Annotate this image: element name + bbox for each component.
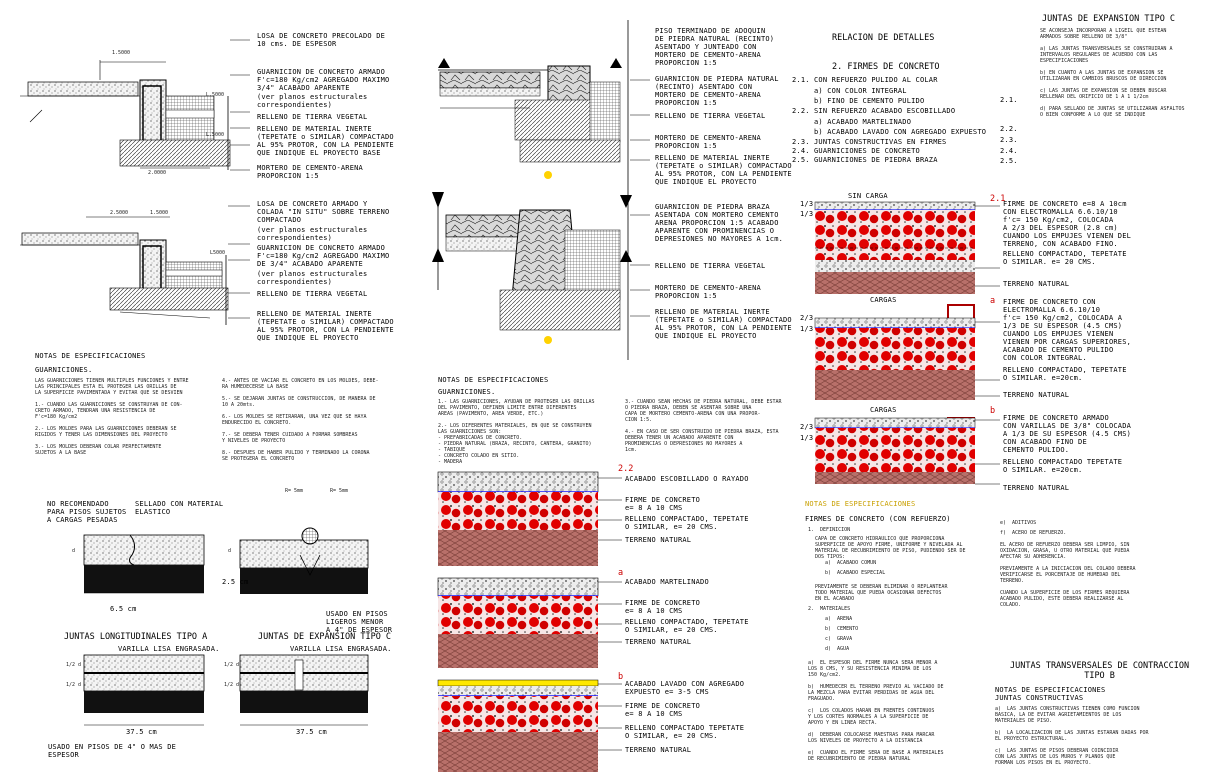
dim-label: R= 5mm [285,488,304,494]
relacion-item: a) CON COLOR INTEGRAL [814,87,907,95]
dim-label: R= 5mm [330,488,349,494]
label: RELLENO DE MATERIAL INERTE (TEPETATE o SIMILAR) COMPACTADO AL 95% PROTOR, CON LA PENDIENTE QUE INDIQUE EL PROYECTO [655,308,792,340]
firme-label: TERRENO NATURAL [625,638,692,646]
label: RELLENO DE MATERIAL INERTE (TEPETATE o SIMILAR) COMPACTADO AL 95% PROTOR, CON LA PENDIENTE QUE INDIQUE EL PROYECTO BASE [257,125,394,157]
section-tag: a [990,296,996,306]
relacion-num: 2.2. [1000,125,1018,133]
label: (ver planos estructurales correspondientes) [257,93,368,109]
notes-text: a) ARENA [825,616,853,622]
relacion-num: 2.3. [792,138,810,146]
dim-label: 1/3 [800,325,814,333]
notes-subtitle: FIRMES DE CONCRETO (CON REFUERZO) [805,515,951,523]
relacion-num: 2.4. [1000,147,1018,155]
firmes-title: 2. FIRMES DE CONCRETO [832,62,940,72]
label: RELLENO DE TIERRA VEGETAL [655,262,766,270]
dim-label: 1/2 d [66,662,82,668]
relacion-num: 2.2. [792,107,810,115]
firme-label: FIRME DE CONCRETO CON ELECTROMALLA 6.6.10/10 f'c= 150 Kg/cm2, COLOCADA A 1/3 DE SU ESPESOR (4.5 CMS) CUANDO LOS EMPUJES VIENEN VIENEN POR CARGAS SUPERIORES, ACABADO DE CEMENTO PULIDO CON COLOR INTEGRAL. [1003,298,1132,362]
notes-text: e) ADITIVOS [1000,520,1037,526]
joint-note: USADO EN PISOS LIGEROS MENOR A 4" DE ESPESOR [326,610,393,634]
notes-text: 4.- ANTES DE VACIAR EL CONCRETO EN LOS MOLDES, DEBE- RA HUMEDECERSE LA BASE 5.- SE DEJARAN JUNTAS DE CONSTRUCCION, DE MANERA DE 10 A 20mts. 6.- LOS MOLDES SE RETIRARAN, UNA VEZ QUE SE HAYA ENDURECIDO EL CONCRETO. 7.- SE DEBERA TENER CUIDADO A FORMAR SOMBREAS Y NIVELES DE PROYECTO 8.- DESPUES DE HABER PULIDO Y TERMINADO LA CORONA SE PROTEGERA EL CONCRETO [222,378,379,462]
relacion-title: RELACION DE DETALLES [832,33,935,43]
dim-label: 1/3 [800,200,814,208]
dim-label: 1/2 d [66,682,82,688]
dim-label: 1/3 [800,210,814,218]
notes-title: NOTAS DE ESPECIFICACIONES [438,376,549,384]
joint-title: JUNTAS LONGITUDINALES TIPO A [64,632,208,642]
firmes-right-sections [815,202,975,484]
notes-subtitle: GUARNICIONES. [438,388,496,396]
notes-text: 3.- CUANDO SEAN HECHAS DE PIEDRA NATURAL, DEBE ESTAR O PIEDRA BRAZA, DEBEN SE ASENTAR SOBRE UNA CAPA DE MORTERO CEMENTO-ARENA CON UNA PROPOR- CION 1:5. 4.- EN CASO DE SER CONSTRUIDO DE PIEDRA BRAZA, ESTA DEBERA TENER UN ACABADO APARENTE CON PROMINENCIAS O DEPRESIONES NO MAYORES A 1cm. [625,399,782,453]
relacion-num: 2.1. [1000,96,1018,104]
notes-text: a) LAS JUNTAS CONSTRUCTIVAS TIENEN COMO FUNCION BASICA, LA DE EVITAR AGRIETAMIENTOS DE LOS MATERIALES DE PISO. b) LA LOCALIZACION DE LAS JUNTAS ESTARAN DADAS POR EL PROYECTO ESTRUCTURAL. c) LAS JUNTAS DE PISOS DEBERAN COINCIDIR CON LAS JUNTAS DE LOS MUROS Y PLANOS QUE FORMAN LOS PISOS EN EL PROYECTO. [995,706,1149,766]
label: GUARNICION DE PIEDRA BRAZA ASENTADA CON MORTERO CEMENTO ARENA PROPORCION 1:5 ACABADO APARENTE CON PROMINENCIAS O DEPRESIONES NO MAYORES A 1cm. [655,203,784,243]
joint-note: VARILLA LISA ENGRASADA. [118,645,220,653]
firme-label: RELLENO COMPACTADO TEPETATE O SIMILAR, e= 20 CMS. [625,724,745,740]
relacion-num: 2.3. [1000,136,1018,144]
label: RELLENO DE MATERIAL INERTE (TEPETATE o SIMILAR) COMPACTADO AL 95% PROTOR, CON LA PENDIENTE QUE INDIQUE EL PROYECTO [257,310,394,342]
dim-label: 6.5 cm [110,605,137,613]
firme-label: ACABADO ESCOBILLADO O RAYADO [625,475,749,483]
joint-note: VARILLA LISA ENGRASADA. [290,645,392,653]
label: GUARNICION DE CONCRETO ARMADO F'c=180 Kg/cm2 AGREGADO MAXIMO DE 3/4" ACABADO APARENTE [257,244,390,268]
notes-text: f) ACERO DE REFUERZO. [1000,530,1067,536]
dim-label: 2/3 [800,423,814,431]
relacion-num: 2.4. [792,147,810,155]
relacion-item: SIN REFUERZO ACABADO ESCOBILLADO [814,107,956,115]
dim-label: d [72,548,76,554]
section-tag: a [618,568,624,578]
top-right-title: JUNTAS DE EXPANSION TIPO C [1042,14,1176,24]
load-label: CARGAS [870,406,897,414]
label: MORTERO DE CEMENTO-ARENA PROPORCION 1:5 [257,164,363,180]
dim-label: 1/3 [800,434,814,442]
firme-label: TERRENO NATURAL [1003,484,1070,492]
notes-text: c) GRAVA [825,636,853,642]
detail-curb-b [20,217,228,325]
firme-label: FIRME DE CONCRETO e= 8 A 10 CMS [625,702,701,718]
firme-label: RELLENO COMPACTADO, TEPETATE O SIMILAR, e= 20 CMS. [625,618,749,634]
firme-label: FIRME DE CONCRETO e= 8 A 10 CMS [625,599,701,615]
notes-text: d) AGUA [825,646,850,652]
joint-note: SELLADO CON MATERIAL ELASTICO [135,500,224,516]
notes-subtitle: GUARNICIONES. [35,366,93,374]
relacion-num: 2.5. [1000,157,1018,165]
firme-label: RELLENO COMPACTADO, TEPETATE O SIMILAR. e= 20 CMS. [1003,250,1127,266]
dim-label: L5000 [210,250,226,256]
firmes-mid-sections [438,472,598,772]
notes-title: NOTAS DE ESPECIFICACIONES [805,500,916,508]
joint-title: JUNTAS DE EXPANSION TIPO C [258,632,392,642]
relacion-item: CON REFUERZO PULIDO AL COLAR [814,76,938,84]
relacion-item: a) ACABADO MARTELINADO [814,118,912,126]
joint-note: USADO EN PISOS DE 4" O MAS DE ESPESOR [48,743,177,759]
notes-title: NOTAS DE ESPECIFICACIONES [35,352,146,360]
relacion-item: GUARNICIONES DE PIEDRA BRAZA [814,156,938,164]
notes-text: 2. MATERIALES [808,606,851,612]
load-label: SIN CARGA [848,192,888,200]
firme-label: TERRENO NATURAL [625,536,692,544]
dim-label: 37.5 cm [126,728,157,736]
firme-label: TERRENO NATURAL [625,746,692,754]
firme-label: FIRME DE CONCRETO e= 8 A 10 CMS [625,496,701,512]
firme-label: ACABADO LAVADO CON AGREGADO EXPUESTO e= 3-5 CMS [625,680,745,696]
dim-label: L.5000 [206,132,225,138]
section-tag: 2.2 [618,464,634,474]
label: RELLENO DE MATERIAL INERTE (TEPETATE o SIMILAR) COMPACTADO AL 95% PROTOR, CON LA PENDIENTE QUE INDIQUE EL PROYECTO [655,154,792,186]
dim-label: 1.5000 [150,210,169,216]
firme-label: FIRME DE CONCRETO e=8 A 10cm CON ELECTROMALLA 6.6.10/10 f'c= 150 Kg/cm2, COLOCADA A 2/3 DEL ESPESOR (2.8 cm) CUANDO LOS EMPUJES VIENEN DEL TERRENO, CON ACABADO FINO. [1003,200,1132,248]
notes-text: b) ACABADO ESPECIAL [825,570,886,576]
dim-label: 2.5 cm [222,578,249,586]
notes-text: a) EL ESPESOR DEL FIRME NUNCA SERA MENOR A LOS 8 CMS, Y SU RESISTENCIA MINIMA DE LOS 150 Kg/cm2. b) HUMEDECER EL TERRENO PREVIO AL VACIADO DE LA MEZCLA PARA EVITAR PERDIDAS DE AGUA DEL FRAGUADO. c) LOS COLADOS HARAN EN FRENTES CONTINUOS Y LOS CORTES NORMALES A LA SUPERFICIE DE APOYO Y EN LINEA RECTA. d) DEBERAN COLOCARSE MAESTRAS PARA MARCAR LOS NIVELES DE PROYECTO A LA DISTANCIA e) CUANDO EL FIRME SERA DE BASE A MATERIALES DE RECUBRIMIENTO DE PIEDRA NATURAL [808,660,944,762]
firme-label: RELLENO COMPACTADO TEPETATE O SIMILAR. e=20cm. [1003,458,1123,474]
joint-title: JUNTAS TRANSVERSALES DE CONTRACCION TIPO B [1010,661,1190,681]
relacion-num: 2.1. [792,76,810,84]
notes-text: LAS GUARNICIONES TIENEN MULTIPLES FUNCIONES Y ENTRE LAS PRINCIPALES ESTA EL PROTEGER LAS ORILLAS DE LA SUPERFICIE PAVIMENTADA Y EVITAR QUE SE DESVIEN 1.- CUANDO LAS GUARNICIONES SE CONSTRUYAN DE CON- CRETO ARMADO, TENDRAN UNA RESISTENCIA DE F'c=180 Kg/cm2 2.- LOS MOLDES PARA LAS GUARNICIONES DEBERAN SE RIGIDOS Y TENER LAS DIMENSIONES DEL PROYECTO 3.- LOS MOLDES DEBERAN COLAR PERFECTAMENTE SUJETOS A LA BASE [35,378,189,456]
firme-label: ACABADO MARTELINADO [625,578,709,586]
section-tag: b [618,672,624,682]
firme-label: RELLENO COMPACTADO, TEPETATE O SIMILAR, e= 20 CMS. [625,515,749,531]
label: LOSA DE CONCRETO ARMADO Y COLADA "IN SITU" SOBRE TERRENO COMPACTADO [257,200,390,224]
dim-label: 37.5 cm [296,728,327,736]
notes-text: SE ACONSEJA INCORPORAR A LIGEIL QUE ESTEAN ARMADOS SOBRE RELLENO DE 3/8" a) LAS JUNTAS TRANSVERSALES SE CONSTRUIRAN A INTERVALOS REGULARES DE ACUERDO CON LAS ESPECIFICACIONES b) EN CUANTO A LAS JUNTAS DE EXPANSION SE UTILIZARAN EN CAMBIOS BRUSCOS DE DIRECCION c) LAS JUNTAS DE EXPANSION SE DEBEN BUSCAR RELLENAR DEL ORIFICIO DE 1 A 1 1/2cm d) PARA SELLADO DE JUNTAS SE UTILIZARAN ASFALTOS O BIEN CONFORME A LO QUE SE INDIQUE [1040,28,1185,118]
dim-label: 2.0000 [148,170,167,176]
relacion-item: GUARNICIONES DE CONCRETO [814,147,920,155]
firme-label: RELLENO COMPACTADO, TEPETATE O SIMILAR. e=20cm. [1003,366,1127,382]
dim-label: 1/2 d [224,662,240,668]
section-tag: 2.1 [990,194,1006,204]
label: (ver planos estructurales correspondientes) [257,226,368,242]
label: (ver planos estructurales correspondientes) [257,270,368,286]
notes-text: a) ACABADO COMUN [825,560,877,566]
notes-text: PREVIAMENTE SE DEBERAN ELIMINAR O REPLANTEAR TODO MATERIAL QUE PUEDA OCASIONAR DEFECTOS EN EL ACABADO [815,584,948,602]
notes-text: b) CEMENTO [825,626,859,632]
notes-text: EL ACERO DE REFUERZO DEBERA SER LIMPIO, SIN OXIDACION, GRASA, U OTRO MATERIAL QUE PUEDA AFECTAR SU ADHERENCIA. PREVIAMENTE A LA INICIACION DEL COLADO DEBERA VERIFICARSE EL PORCENTAJE DE HUMEDAD DEL TERRENO. CUANDO LA SUPERFICIE DE LOS FIRMES REQUIERA ACABADO PULIDO, ESTE DEBERA REALIZARSE AL COLADO. [1000,542,1136,608]
notes-text: 1. DEFINICION [808,527,851,533]
dim-label: 1.5000 [112,50,131,56]
label: RELLENO DE TIERRA VEGETAL [257,113,368,121]
label: GUARNICION DE PIEDRA NATURAL (RECINTO) ASENTADO CON MORTERO DE CEMENTO-ARENA PROPORCION 1:5 [655,75,779,107]
relacion-item: JUNTAS CONSTRUCTIVAS EN FIRMES [814,138,947,146]
dim-label: d [228,548,232,554]
label: RELLENO DE TIERRA VEGETAL [257,290,368,298]
firme-label: TERRENO NATURAL [1003,391,1070,399]
load-label: CARGAS [870,296,897,304]
relacion-item: b) ACABADO LAVADO CON AGREGADO EXPUESTO [814,128,987,136]
notes-text: 1.- LAS GUARNICIONES, AYUDAN DE PROTEGER LAS ORILLAS DEL PAVIMENTO, DEFINEN LIMITE ENTRE DIFERENTES AREAS (PAVIMENTO, AREA VERDE, ETC.) 2.- LOS DIFERENTES MATERIALES, EN QUE SE CONSTRUYEN LAS GUARNICIONES SON: - PREFABRICADAS DE CONCRETO. - PIEDRA NATURAL (BRAZA, RECINTO, CANTERA, GRANITO) - TABIQUE - CONCRETO COLADO EN SITIO. - MADERA [438,399,595,465]
detail-curb-a [20,60,230,170]
notes-title: NOTAS DE ESPECIFICACIONES JUNTAS CONSTRUCTIVAS [995,686,1106,702]
label: PISO TERMINADO DE ADOQUIN DE PIEDRA NATURAL (RECINTO) ASENTADO Y JUNTEADO CON MORTERO DE CEMENTO-ARENA PROPORCION 1:5 [655,27,775,67]
dim-label: 2.5000 [110,210,129,216]
detail-stone-curb-d [432,192,632,344]
label: GUARNICION DE CONCRETO ARMADO F'c=180 Kg/cm2 AGREGADO MAXIMO 3/4" ACABADO APARENTE [257,68,390,92]
label: MORTERO DE CEMENTO-ARENA PROPORCION 1:5 [655,284,761,300]
dim-label: 2/3 [800,314,814,322]
relacion-item: b) FINO DE CEMENTO PULIDO [814,97,925,105]
joint-note: NO RECOMENDADO PARA PISOS SUJETOS A CARGAS PESADAS [47,500,127,524]
label: LOSA DE CONCRETO PRECOLADO DE 10 cms. DE ESPESOR [257,32,386,48]
firme-label: TERRENO NATURAL [1003,280,1070,288]
dim-label: 1/2 d [224,682,240,688]
notes-text: CAPA DE CONCRETO HIDRAULICO QUE PROPORCIONA SUPERFICIE DE APOYO FIRME, UNIFORME Y NIVELADA AL MATERIAL DE RECUBRIMIENTO DE PISO, PUDIENDO SER DE DOS TIPOS: [815,536,966,560]
firme-label: FIRME DE CONCRETO ARMADO CON VARILLAS DE 3/8" COLOCADA A 1/3 DE SU ESPESOR (4.5 CMS) CON ACABADO FINO DE CEMENTO PULIDO. [1003,414,1132,454]
relacion-num: 2.5. [792,156,810,164]
dim-label: L.5000 [206,92,225,98]
label: RELLENO DE TIERRA VEGETAL [655,112,766,120]
label: MORTERO DE CEMENTO-ARENA PROPORCION 1:5 [655,134,761,150]
section-tag: b [990,406,996,416]
